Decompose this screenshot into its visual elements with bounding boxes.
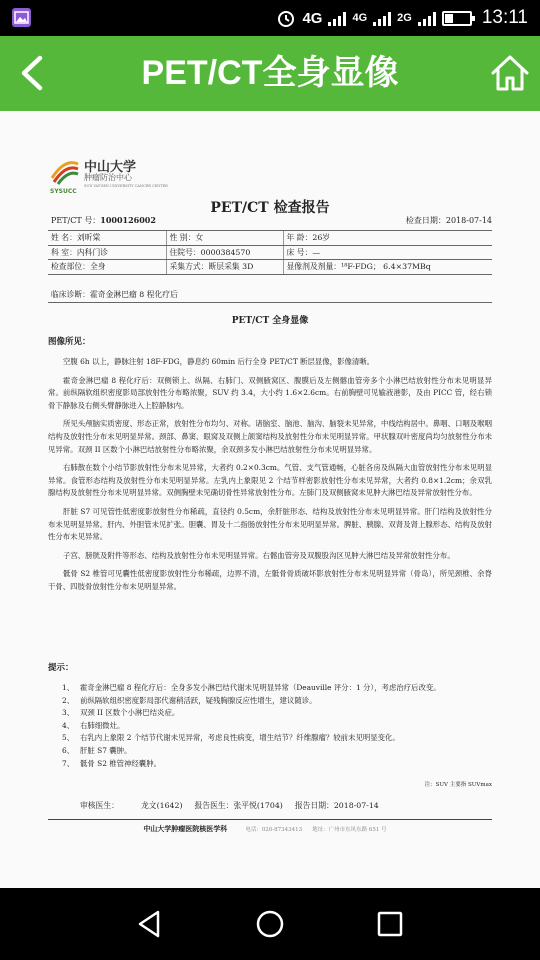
triangle-back-icon: [135, 909, 165, 939]
findings-paragraph: 肝脏 S7 可见管性低密度影放射性分布稀疏，直径约 0.5cm，余肝脏形态、结构及放射性分布未见明显异常。肝门结构及放射性分布未见明显异常。肝内、外胆管未见扩张。胆囊、胃及十二指肠放射性分布未见明显异常。脾脏、胰腺、双肾及肾上腺形态、结构及放射性分布未见异常。: [48, 506, 492, 542]
page-title: PET/CT全身显像: [141, 54, 399, 92]
reviewer-name: 龙文(1642): [140, 801, 183, 810]
table-cell: 科 室：内科门诊: [48, 245, 166, 260]
network-4g-label: 4G: [302, 9, 323, 27]
battery-icon: [442, 11, 472, 26]
home-icon: [488, 52, 532, 94]
divider: [48, 819, 492, 820]
app-header: [0, 36, 540, 111]
list-number: 6、: [62, 745, 75, 755]
impression-list: [62, 682, 492, 770]
findings-paragraph: 所见头颅脑实质密度、形态正常，放射性分布均匀、对称。诸脑室、脑池、脑沟、脑裂未见异常，中线结构居中。鼻咽、口咽及喉咽结构及放射性分布未见明显异常。颈部、鼻窦、眼窝及双侧上颌窦结构及放射性分布未见明显异常。甲状腺双叶密度尚均匀放射性分布未见异常。双颈 II 区数个小淋巴结放射性分布略浓聚，余双颈多发小淋巴结放射性分布未见明显异常。: [48, 419, 492, 454]
hospital-name: 中山大学肿瘤医院核医学科: [143, 824, 228, 833]
table-cell: 年 龄：26岁: [283, 231, 492, 246]
list-item: [62, 758, 492, 771]
report-title: PET/CT 检查报告: [210, 200, 330, 216]
section-title: PET/CT 全身显像: [231, 316, 309, 326]
table-row: [48, 260, 492, 275]
table-cell: 检查部位：全身: [48, 260, 166, 275]
impression-label: 提示：: [48, 663, 74, 673]
logo-abbr: SYSUCC: [50, 188, 77, 195]
table-row: [48, 231, 492, 246]
reporter: [195, 800, 283, 811]
table-cell: 显像剂及剂量：¹⁸F-FDG； 6.4×37MBq: [283, 260, 492, 275]
table-cell: 采集方式：断层采集 3D: [166, 260, 283, 275]
signature-line: [80, 800, 500, 811]
table-row: [48, 245, 492, 260]
reporter-label: 报告医生：: [194, 801, 234, 810]
exam-date-value: 2018-07-14: [445, 216, 492, 225]
table-cell: 住院号：0000384570: [166, 245, 283, 260]
list-item: [62, 745, 492, 758]
table-cell: 性 别：女: [166, 231, 283, 246]
report-date: [295, 800, 379, 811]
exam-date-label: 检查日期：: [405, 216, 446, 225]
logo-mark-icon: [50, 156, 80, 186]
patient-info-table: [48, 230, 492, 275]
list-text: 霍奇金淋巴瘤 8 程化疗后：全身多发小淋巴结代谢未见明显异常（Deauville 评分：1 分），考虑治疗后改变。: [80, 683, 441, 692]
report-viewer[interactable]: [0, 111, 540, 888]
nav-home-button[interactable]: [255, 909, 285, 939]
hospital-logo: [50, 156, 200, 201]
findings-paragraph: 右肺散在数个小结节影放射性分布未见异常，大者约 0.2×0.3cm。气管、支气管通畅，心脏各房及纵隔大血管放射性分布未见明显异常。食管形态结构及放射性分布未见明显异常。左乳内上象限见 2 个结节样密影放射性分布未见异常，大者约 0.8×1.2cm；余双乳腺结构及放射性分布未见明显异常。双侧胸壁未见确切骨性异常放射性分布。左肺门及双侧腋窝未见肿大淋巴结及异常放射性分布。: [48, 463, 492, 498]
findings-paragraph: 霍奇金淋巴瘤 8 程化疗后：双侧锁上、纵隔、右肺门、双侧腋窝区、腹膜后及左侧髂血管旁多个小淋巴结放射性分布未见明显异常。前纵隔软组织密度影局部放射性分布略浓聚，SUV 约 3.4，大小约 1.6×2.6cm。右前胸壁可见输液港影，及由 PICC 管，经右锁骨下静脉及右侧头臂静脉进入上腔静脉内。: [48, 375, 492, 410]
list-text: 右肺细微灶。: [80, 720, 125, 730]
clock: 13:11: [481, 7, 528, 28]
network-2g-label: 2G: [397, 12, 412, 24]
list-item: [62, 695, 492, 708]
system-nav-bar: [0, 888, 540, 960]
list-number: 5、: [62, 733, 75, 743]
pet-number: [51, 215, 156, 226]
signal-icon-3: [418, 10, 436, 26]
findings-paragraph: 空腹 6h 以上，静脉注射 18F-FDG，静息约 60min 后行全身 PET/CT 断层显像，影像清晰。: [63, 357, 375, 366]
list-item: [62, 682, 492, 695]
list-text: 双颈 II 区数个小淋巴结炎症。: [80, 708, 180, 718]
list-number: 3、: [62, 708, 75, 718]
findings-paragraph: 子宫、膀胱及附件等形态、结构及放射性分布未见明显异常。右髂血管旁及双腹股沟区见肿大淋巴结及异常放射性分布。: [63, 550, 455, 560]
hospital-phone: 电话：020-87343413: [245, 827, 303, 833]
logo-english: SUN YAT-SEN UNIVERSITY CANCER CENTER: [84, 184, 168, 188]
reviewer: [80, 800, 183, 811]
report-date-label: 报告日期：: [294, 801, 334, 810]
table-cell: 姓 名：刘昕棠: [48, 231, 166, 246]
table-cell: 床 号：—: [283, 245, 492, 260]
hospital-footer: [0, 824, 540, 834]
list-number: 1、: [62, 683, 75, 692]
list-text: 骶骨 S2 椎管神经囊肿。: [80, 758, 161, 768]
home-button[interactable]: [488, 52, 532, 94]
network-4g-label-2: 4G: [352, 12, 368, 24]
findings-paragraph: 骶骨 S2 椎管可见囊性低密度影放射性分布稀疏，边界不清，左骶骨骨质破坏影放射性分布未见明显异常（骨岛），所见颈椎、余脊干骨、四肢骨放射性分布未见明显异常。: [48, 569, 492, 591]
clinical-diagnosis: 临床诊断：霍奇金淋巴瘤 8 程化疗后: [48, 289, 492, 303]
list-number: 4、: [62, 720, 75, 730]
report-date-value: 2018-07-14: [333, 801, 379, 810]
logo-dept: 肿瘤防治中心: [84, 173, 132, 182]
reporter-name: 张平悦(1704): [233, 801, 283, 810]
list-text: 肝脏 S7 囊肿。: [80, 745, 132, 755]
reviewer-label: 审核医生：: [80, 801, 119, 810]
findings-text: [48, 356, 492, 600]
square-recent-icon: [375, 909, 405, 939]
circle-home-icon: [255, 909, 285, 939]
list-text: 前纵隔软组织密度影局部代谢稍活跃，疑残胸腺反应性增生，建议随诊。: [80, 695, 317, 705]
findings-label: 图像所见：: [48, 337, 91, 347]
footnote: 注：SUV 主要指 SUVmax: [424, 782, 492, 788]
logo-name: 中山大学: [84, 160, 137, 175]
pet-number-label: PET/CT 号：: [51, 216, 101, 225]
signal-icon-2: [373, 10, 391, 26]
list-item: [62, 720, 492, 733]
list-number: 7、: [62, 758, 75, 768]
report-page: [0, 111, 540, 888]
nav-back-button[interactable]: [135, 909, 165, 939]
pet-number-value: 1000126002: [100, 215, 156, 225]
hospital-address: 地址：广州市东风东路 651 号: [312, 827, 387, 833]
nav-recent-button[interactable]: [375, 909, 405, 939]
gallery-icon: [12, 8, 31, 27]
list-item: [62, 707, 492, 720]
exam-date: [406, 215, 492, 226]
list-item: [62, 732, 492, 745]
alarm-icon: [276, 8, 296, 28]
status-bar: [0, 0, 540, 36]
list-text: 右乳内上象限 2 个结节代谢未见异常，考虑良性病变，增生结节？纤维腺瘤？较前未见明显变化。: [80, 733, 400, 743]
list-number: 2、: [62, 695, 75, 705]
signal-icon: [328, 10, 346, 26]
